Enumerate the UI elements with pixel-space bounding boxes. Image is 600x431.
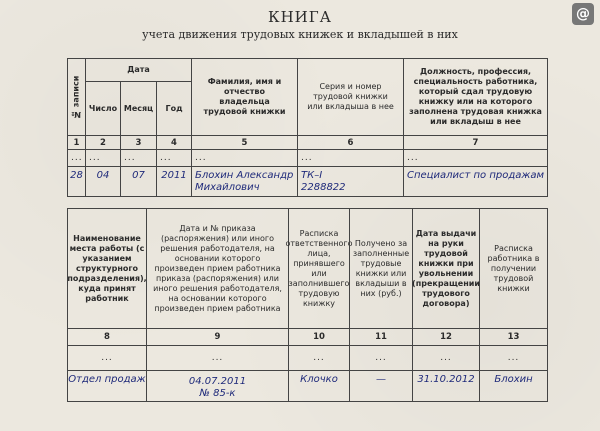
column-number: 7 [403,135,548,150]
record-number-value: 28 [67,166,86,197]
document-title: КНИГА [267,8,333,26]
column-number: 9 [146,328,289,346]
dots-cell: ... [156,149,192,167]
header-issue-date: Дата выдачи на руки трудовой книжки при увольнении (прекращении трудового договора) [412,208,480,329]
header-month: Месяц [120,81,157,136]
worker-signature-value: Блохин [479,370,548,402]
owner-name-line-2: Михайлович [195,182,260,193]
header-book-series: Серия и номер трудовой книжки или вкладыша в нее [297,58,404,136]
dots-cell: ... [67,149,86,167]
day-value: 04 [85,166,121,197]
column-number: 13 [479,328,548,346]
dots-cell: ... [191,149,298,167]
dots-cell: ... [479,345,548,371]
order-date-value: 04.07.2011 [188,375,247,387]
dots-cell: ... [403,149,548,167]
issue-date-value: 31.10.2012 [412,370,480,402]
column-number: 8 [67,328,147,346]
order-number-value: № 85-к [199,387,236,399]
month-value: 07 [120,166,157,197]
year-value: 2011 [156,166,192,197]
header-worker-signature: Расписка работника в получении трудовой книжки [479,208,548,329]
dots-cell: ... [412,345,480,371]
document-subtitle: учета движения трудовых книжек и вкладышей в них [142,28,458,41]
work-place-value: Отдел продаж [67,370,147,402]
column-number: 1 [67,135,86,150]
column-number: 4 [156,135,192,150]
dots-cell: ... [288,345,350,371]
header-record-number: № записи [67,58,86,136]
column-number: 10 [288,328,350,346]
header-date: Дата [85,58,192,82]
book-series-line-2: 2288822 [301,182,346,193]
dots-cell: ... [85,149,121,167]
header-received-amount: Получено за заполненные трудовые книжки или вкладыши в них (руб.) [349,208,413,329]
column-number: 6 [297,135,404,150]
book-series-line-1: ТК–I [301,170,323,181]
header-day: Число [85,81,121,136]
column-number: 12 [412,328,480,346]
column-number: 11 [349,328,413,346]
owner-name-value [191,166,298,197]
column-number: 3 [120,135,157,150]
column-number: 2 [85,135,121,150]
received-amount-value: — [349,370,413,402]
dots-cell: ... [146,345,289,371]
header-position: Должность, профессия, специальность работника, который сдал трудовую книжку или на которого заполнена трудовая книжка или вкладыш в нее [403,58,548,136]
dots-cell: ... [297,149,404,167]
column-number: 5 [191,135,298,150]
responsible-signature-value: Клочко [288,370,350,402]
dots-cell: ... [120,149,157,167]
site-logo: @ [572,3,594,25]
order-value [146,370,289,402]
owner-name-line-1: Блохин Александр [195,170,294,181]
header-work-place: Наименование места работы (с указанием структурного подразделения), куда принят работник [67,208,147,329]
header-owner-name: Фамилия, имя и отчество владельца трудовой книжки [191,58,298,136]
header-year: Год [156,81,192,136]
dots-cell: ... [349,345,413,371]
book-series-value [297,166,404,197]
header-order: Дата и № приказа (распоряжения) или иного решения работодателя, на основании которого произведен прием работника приказа (распоряжения) или иного решения работодателя, на основании которого произведен прием работника [146,208,289,329]
dots-cell: ... [67,345,147,371]
header-responsible-signature: Расписка ответственного лица, принявшего или заполнившего трудовую книжку [288,208,350,329]
position-value: Специалист по продажам [403,166,548,197]
